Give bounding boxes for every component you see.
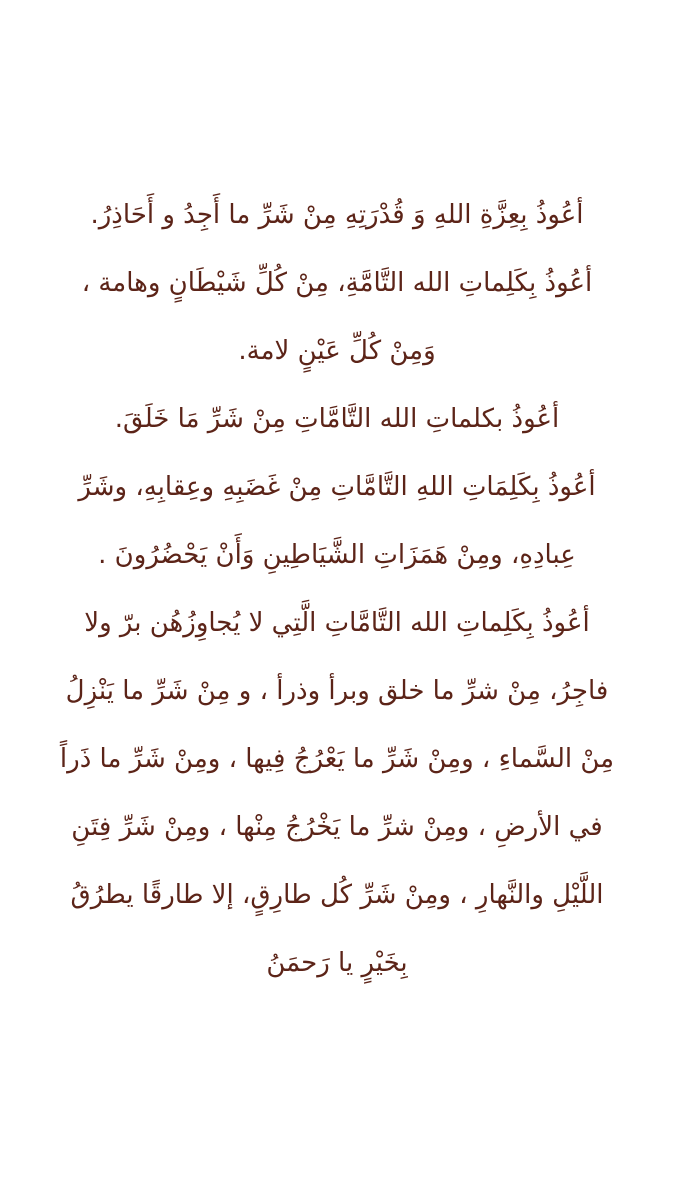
text-line: أعُوذُ بِكَلِمَاتِ اللهِ التَّامَّاتِ مِنْ غَضَبِهِ وعِقابِهِ، وشَرِّ: [78, 472, 596, 502]
text-line: أعُوذُ بكلماتِ الله التَّامَّاتِ مِنْ شَرِّ مَا خَلَقَ.: [114, 404, 560, 434]
text-line: وَمِنْ كُلِّ عَيْنٍ لامة.: [238, 336, 436, 366]
supplication-text: [20, 181, 654, 997]
text-line: فاجِرُ، مِنْ شرِّ ما خلق وبرأ وذرأ ، و مِنْ شَرِّ ما يَنْزِلُ: [65, 676, 609, 706]
text-line: أعُوذُ بِكَلِماتِ الله التَّامَّةِ، مِنْ كُلِّ شَيْطَانٍ وهامة ،: [81, 268, 593, 298]
text-line: عِبادِهِ، ومِنْ هَمَزَاتِ الشَّيَاطِينِ وَأَنْ يَحْضُرُونَ .: [98, 540, 576, 570]
text-line: أعُوذُ بِكَلِماتِ الله التَّامَّاتِ الَّتِي لا يُجاوِزُهُن برّ ولا: [84, 608, 590, 638]
text-line: اللَّيْلِ والنَّهارِ ، ومِنْ شَرِّ كُل طارِقٍ، إلا طارقًا يطرُقُ: [70, 880, 604, 910]
text-line: أعُوذُ بِعِزَّةِ اللهِ وَ قُدْرَتِهِ مِنْ شَرِّ ما أَجِدُ و أَحَاذِرُ.: [90, 200, 584, 230]
text-line: مِنْ السَّماءِ ، ومِنْ شَرِّ ما يَعْرُجُ فِيها ، ومِنْ شَرِّ ما ذَراً: [59, 744, 615, 774]
text-line: بِخَيْرٍ يا رَحمَنُ: [266, 948, 408, 978]
text-line: في الأرضِ ، ومِنْ شرِّ ما يَخْرُجُ مِنْها ، ومِنْ شَرِّ فِتَنِ: [71, 812, 603, 842]
